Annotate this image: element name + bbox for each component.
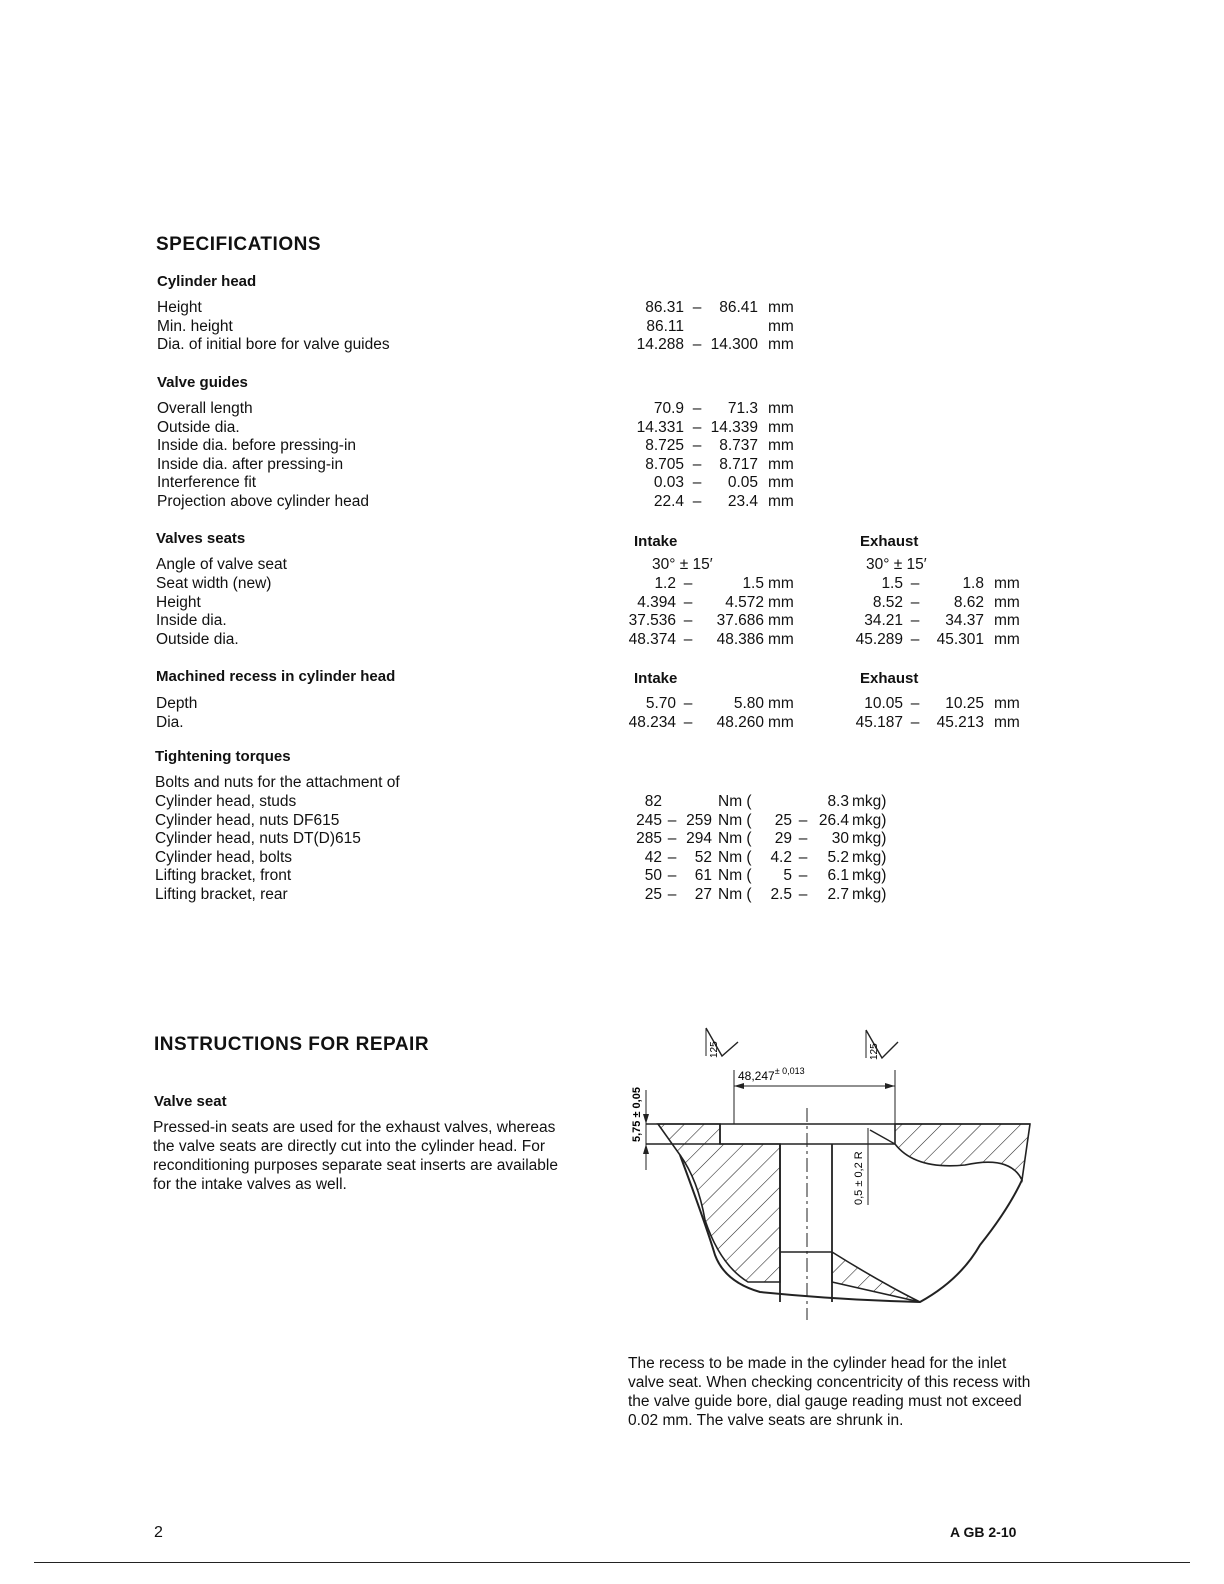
spec-value-min: 70.9 <box>653 400 684 417</box>
exhaust-range-sep: – <box>910 630 920 648</box>
torque-mkg-min: 4.2 <box>770 848 792 866</box>
doc-code: A GB 2-10 <box>950 1524 1017 1540</box>
spec-range-sep: – <box>692 437 702 454</box>
valve-seats-heading: Valves seats <box>156 530 246 547</box>
spec-value-max: 0.05 <box>727 474 758 491</box>
intake-value-min: 5.70 <box>645 695 676 712</box>
spec-value-max: 23.4 <box>727 492 758 510</box>
exhaust-range-sep: – <box>910 695 920 712</box>
footer-rule <box>34 1562 1190 1563</box>
spec-label: Height <box>157 299 202 316</box>
exhaust-value-max: 45.213 <box>936 713 984 731</box>
exhaust-range-sep: – <box>910 713 920 731</box>
torque-mkg-unit: mkg) <box>852 793 887 810</box>
svg-text:125: 125 <box>709 1041 720 1058</box>
torque-nm-unit: Nm ( <box>718 811 752 829</box>
spec-label: Outside dia. <box>156 630 239 648</box>
torque-nm-max <box>672 793 712 812</box>
torque-nm-sep: – <box>667 811 677 829</box>
svg-text:125: 125 <box>869 1043 880 1060</box>
spec-value-max: 86.41 <box>719 299 758 316</box>
valve-guides-heading: Valve guides <box>157 374 248 391</box>
intake-value-max: 5.80 <box>733 695 764 712</box>
spec-unit: mm <box>768 299 794 316</box>
torque-mkg-min: 2.5 <box>770 885 792 903</box>
spec-label: Dia. of initial bore for valve guides <box>157 336 390 353</box>
exhaust-unit: mm <box>994 713 1020 731</box>
intake-value-max: 48.386 <box>716 630 764 648</box>
torque-mkg-sep: – <box>798 885 808 903</box>
intake-unit: mm <box>768 713 794 731</box>
spec-label: Outside dia. <box>157 418 240 436</box>
depth-dim: 5,75 ± 0,05 <box>631 1087 643 1142</box>
intake-unit: mm <box>768 630 794 648</box>
torque-mkg-min: 5 <box>783 867 792 884</box>
intake-range-sep: – <box>683 695 693 712</box>
exhaust-range-sep: – <box>910 612 920 629</box>
torque-label: Cylinder head, bolts <box>155 848 292 866</box>
torque-nm-min: 245 <box>636 811 662 829</box>
torque-nm-sep: – <box>667 830 677 847</box>
page-title: SPECIFICATIONS <box>156 234 321 255</box>
spec-label: Depth <box>156 695 198 712</box>
intake-value-min: 48.234 <box>628 713 676 731</box>
intake-value-min: 4.394 <box>637 593 676 611</box>
exhaust-unit: mm <box>994 630 1020 648</box>
exhaust-value-max: 10.25 <box>945 695 984 712</box>
spec-value-min: 14.288 <box>636 336 684 353</box>
angle-label: Angle of valve seat <box>156 556 287 573</box>
intake-value-max: 4.572 <box>725 593 764 611</box>
spec-range-sep: – <box>692 336 702 353</box>
spec-unit: mm <box>768 336 794 353</box>
torque-nm-min: 82 <box>644 793 662 810</box>
spec-value-max: 8.737 <box>719 437 758 454</box>
intake-range-sep: – <box>683 575 693 592</box>
spec-range-sep: – <box>692 299 702 316</box>
torque-nm-unit: Nm ( <box>718 885 752 903</box>
torque-nm-max: 27 <box>694 885 712 903</box>
intake-value-max: 1.5 <box>742 575 764 592</box>
exhaust-value-min: 10.05 <box>864 695 903 712</box>
exhaust-unit: mm <box>994 612 1020 629</box>
intake-unit: mm <box>768 593 794 611</box>
exhaust-value-max: 34.37 <box>945 612 984 629</box>
torque-mkg-min: 29 <box>774 830 792 847</box>
spec-label: Interference fit <box>157 474 257 491</box>
intake-range-sep: – <box>683 630 693 648</box>
torque-mkg-unit: mkg) <box>852 848 887 866</box>
spec-value-max: 8.717 <box>719 455 758 473</box>
intake-value-min: 48.374 <box>628 630 676 648</box>
exhaust-range-sep: – <box>910 593 920 611</box>
drawing-caption: The recess to be made in the cylinder head for the inlet valve seat. When checking concentricity of this recess with the valve guide bore, dial gauge reading must not exceed 0.02 mm. The valve seats are shrunk in. <box>628 1355 1031 1429</box>
torques-intro: Bolts and nuts for the attachment of <box>155 774 400 791</box>
torque-label: Cylinder head, studs <box>155 793 297 810</box>
roughness-symbol-left <box>706 1028 738 1058</box>
intake-value-max: 48.260 <box>716 713 764 731</box>
spec-label: Inside dia. before pressing-in <box>157 437 357 454</box>
spec-label: Overall length <box>157 400 253 417</box>
spec-value-max: 71.3 <box>727 400 758 417</box>
spec-range-sep: – <box>692 474 702 491</box>
torque-nm-sep: – <box>667 885 677 903</box>
torque-label: Lifting bracket, rear <box>155 885 288 903</box>
exhaust-unit: mm <box>994 695 1020 712</box>
cylinder-head-heading: Cylinder head <box>157 273 257 290</box>
torque-nm-min: 42 <box>644 848 662 866</box>
torque-nm-sep: – <box>667 848 677 866</box>
torque-mkg-sep: – <box>798 848 808 866</box>
spec-unit: mm <box>768 317 794 335</box>
exhaust-unit: mm <box>994 593 1020 611</box>
spec-value-min: 86.31 <box>645 299 684 316</box>
exhaust-unit: mm <box>994 575 1020 592</box>
spec-label: Min. height <box>157 317 233 335</box>
intake-unit: mm <box>768 575 794 592</box>
lower-section <box>832 1252 920 1302</box>
torque-mkg-unit: mkg) <box>852 885 887 903</box>
torques-heading: Tightening torques <box>155 748 291 765</box>
spec-value-min: 8.705 <box>645 455 684 473</box>
repair-title: INSTRUCTIONS FOR REPAIR <box>154 1034 430 1055</box>
spec-value-min: 86.11 <box>646 317 684 335</box>
diameter-dim-tol: ± 0,013 <box>774 1066 805 1076</box>
spec-unit: mm <box>768 455 794 473</box>
torque-mkg-min <box>752 793 792 812</box>
radius-dim: 0,5 ± 0,2 R <box>853 1151 865 1205</box>
exhaust-value-min: 8.52 <box>872 593 903 611</box>
torque-mkg-sep: – <box>798 811 808 829</box>
torque-nm-max: 52 <box>694 848 712 866</box>
spec-label: Height <box>156 593 201 611</box>
spec-range-sep: – <box>692 418 702 436</box>
spec-value-min: 22.4 <box>653 492 684 510</box>
spec-value-max <box>698 318 758 337</box>
valve-seats-exhaust-heading: Exhaust <box>860 533 919 550</box>
spec-value-min: 8.725 <box>645 437 684 454</box>
torque-nm-min: 50 <box>644 867 662 884</box>
intake-value-min: 1.2 <box>654 575 676 592</box>
torque-nm-unit: Nm ( <box>718 793 752 810</box>
diameter-dim-value: 48,247 <box>738 1069 775 1083</box>
torque-nm-max: 61 <box>694 867 712 884</box>
torque-mkg-min: 25 <box>774 811 792 829</box>
valve-seat-body: Pressed-in seats are used for the exhaust valves, whereas the valve seats are directly cut into the cylinder head. For reconditioning purposes separate seat inserts are available for the intake valves as well. <box>153 1119 558 1193</box>
exhaust-value-min: 1.5 <box>881 575 903 592</box>
torque-nm-min: 25 <box>644 885 662 903</box>
right-section <box>895 1124 1030 1180</box>
exhaust-value-min: 45.289 <box>855 630 903 648</box>
roughness-symbol-right <box>866 1030 898 1060</box>
spec-unit: mm <box>768 474 794 491</box>
torque-label: Lifting bracket, front <box>155 867 292 884</box>
spec-value-min: 14.331 <box>636 418 684 436</box>
exhaust-value-max: 1.8 <box>962 575 984 592</box>
intake-range-sep: – <box>683 713 693 731</box>
intake-range-sep: – <box>683 612 693 629</box>
spec-label: Inside dia. <box>156 612 227 629</box>
spec-unit: mm <box>768 492 794 510</box>
spec-label: Projection above cylinder head <box>157 492 369 510</box>
spec-range-sep: – <box>692 400 702 417</box>
intake-value-min: 37.536 <box>628 612 676 629</box>
spec-label: Inside dia. after pressing-in <box>157 455 344 473</box>
exhaust-value-min: 34.21 <box>864 612 903 629</box>
torque-mkg-unit: mkg) <box>852 830 887 847</box>
torque-mkg-unit: mkg) <box>852 811 887 829</box>
torque-mkg-sep: – <box>798 830 808 847</box>
spec-unit: mm <box>768 400 794 417</box>
intake-range-sep: – <box>683 593 693 611</box>
spec-label: Seat width (new) <box>156 575 272 592</box>
torque-mkg-max: 2.7 <box>827 885 849 903</box>
torque-nm-unit: Nm ( <box>718 848 752 866</box>
exhaust-value-max: 45.301 <box>936 630 984 648</box>
torque-label: Cylinder head, nuts DT(D)615 <box>155 830 361 847</box>
torque-nm-unit: Nm ( <box>718 867 752 884</box>
torque-mkg-unit: mkg) <box>852 867 887 884</box>
recess-exhaust-heading: Exhaust <box>860 670 919 687</box>
left-section <box>658 1124 780 1282</box>
torque-mkg-max: 6.1 <box>827 867 849 884</box>
torque-mkg-max: 26.4 <box>818 811 849 829</box>
torque-nm-max: 294 <box>686 830 712 847</box>
intake-unit: mm <box>768 612 794 629</box>
spec-range-sep: – <box>692 492 702 510</box>
valve-seats-intake-heading: Intake <box>634 533 678 550</box>
diameter-dim <box>738 1066 805 1083</box>
recess-intake-heading: Intake <box>634 670 678 687</box>
spec-value-min: 0.03 <box>653 474 684 491</box>
torque-nm-unit: Nm ( <box>718 830 752 847</box>
spec-value-max: 14.300 <box>710 336 758 353</box>
torque-mkg-max: 8.3 <box>827 793 849 810</box>
recess-heading: Machined recess in cylinder head <box>156 668 396 685</box>
torque-nm-sep: – <box>667 867 677 884</box>
torque-nm-max: 259 <box>686 811 712 829</box>
torque-mkg-max: 5.2 <box>827 848 849 866</box>
exhaust-value-max: 8.62 <box>953 593 984 611</box>
intake-unit: mm <box>768 695 794 712</box>
exhaust-value-min: 45.187 <box>855 713 903 731</box>
torque-mkg-max: 30 <box>831 830 849 847</box>
exhaust-range-sep: – <box>910 575 920 592</box>
torque-nm-min: 285 <box>636 830 662 847</box>
torque-label: Cylinder head, nuts DF615 <box>155 811 340 829</box>
angle-intake-value: 30° ± 15′ <box>652 556 713 573</box>
valve-seat-heading: Valve seat <box>154 1093 227 1110</box>
intake-value-max: 37.686 <box>716 612 764 629</box>
torque-mkg-sep: – <box>798 867 808 884</box>
angle-exhaust-value: 30° ± 15′ <box>866 556 927 573</box>
spec-unit: mm <box>768 437 794 454</box>
valve-seat-recess-drawing <box>610 1020 1050 1320</box>
spec-label: Dia. <box>156 713 184 731</box>
spec-range-sep: – <box>692 455 702 473</box>
page-number: 2 <box>154 1524 163 1541</box>
spec-unit: mm <box>768 418 794 436</box>
spec-value-max: 14.339 <box>710 418 758 436</box>
